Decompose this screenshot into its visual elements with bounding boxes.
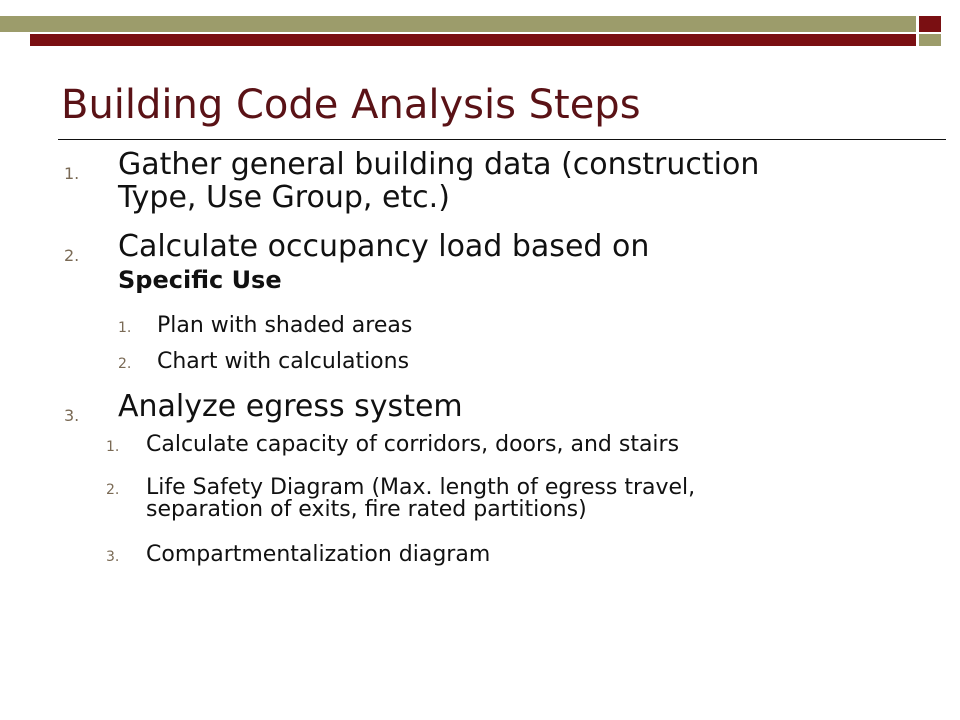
sub-item-number: 3. — [106, 549, 120, 565]
sub-item-number: 2. — [118, 356, 132, 372]
slide-title: Building Code Analysis Steps — [61, 82, 641, 128]
sub-item-text: Chart with calculations — [157, 349, 410, 374]
sub-item-number: 2. — [106, 482, 120, 498]
item-text-line1: Calculate occupancy load based on — [118, 229, 650, 264]
sub-item-text: Compartmentalization diagram — [146, 542, 491, 567]
header-band-olive — [0, 16, 916, 32]
sub-item-number: 1. — [118, 320, 132, 336]
sub-item-number: 1. — [106, 439, 120, 455]
title-rule — [58, 139, 946, 140]
corner-square-olive — [919, 34, 941, 46]
item-text-line1: Analyze egress system — [118, 389, 463, 424]
item-text-line1: Gather general building data (construction — [118, 147, 760, 182]
corner-square-maroon — [919, 16, 941, 32]
sub-item-text: Plan with shaded areas — [157, 313, 413, 338]
item-number: 3. — [64, 406, 80, 425]
sub-item-text-line1: Life Safety Diagram (Max. length of egress travel, — [146, 475, 696, 500]
sub-item-text: Calculate capacity of corridors, doors, and stairs — [146, 432, 680, 457]
item-text-bold: Specific Use — [118, 266, 282, 294]
header-band-maroon — [30, 34, 916, 46]
item-number: 1. — [64, 164, 80, 183]
item-text-line2: Type, Use Group, etc.) — [118, 180, 450, 215]
item-number: 2. — [64, 246, 80, 265]
sub-item-text-line2: separation of exits, fire rated partitions) — [146, 497, 587, 522]
